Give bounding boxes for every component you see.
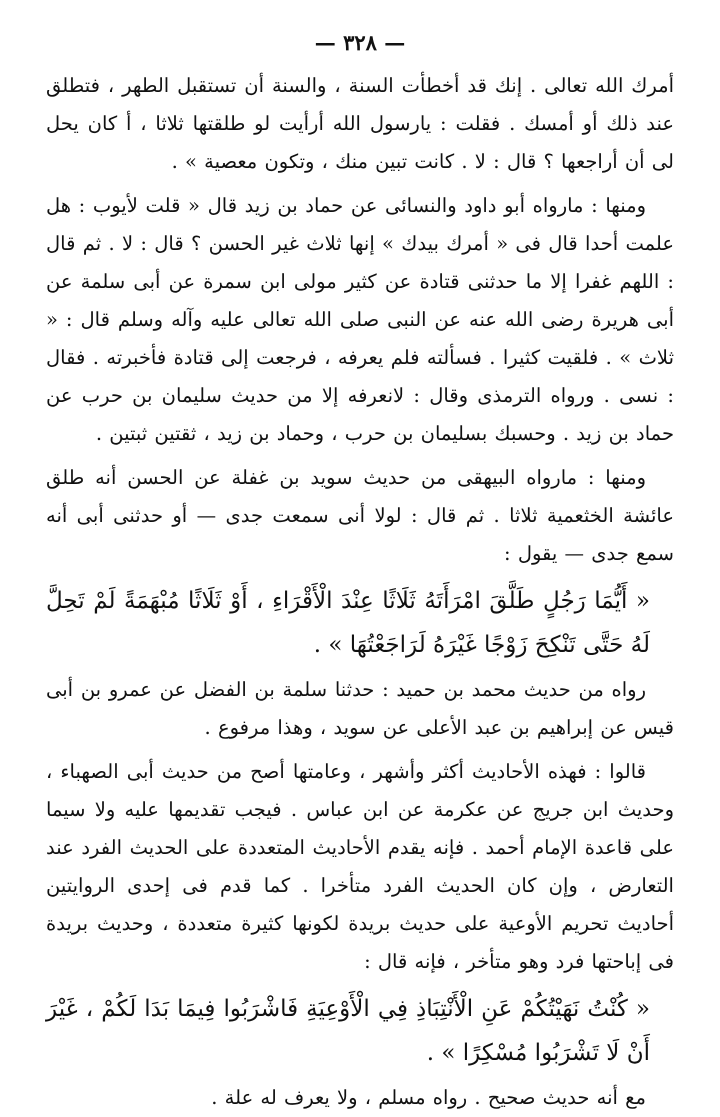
text-paragraph <box>46 753 674 981</box>
page-number: — ٣٢٨ — <box>314 30 406 55</box>
text-line: عن النبى صلى الله تعالى عليه وآله وسلم قال : « ثلاث » . فلقيت كثيرا . فسألته فلم <box>46 308 674 369</box>
text-line: « كُنْتُ نَهَيْتُكُمْ عَنِ الْأَنْتِبَاذِ فِي الْأَوْعِيَةِ فَاشْرَبُوا فِيمَا بَدَا لَكُمْ ، غَيْرَ <box>46 996 650 1022</box>
text-line: من حديث سليمان بن حرب عن حماد بن زيد . وحسبك بسليمان بن حرب ، وحماد بن <box>46 384 674 445</box>
text-line: رواه من حديث محمد بن حميد : حدثنا سلمة بن الفضل عن عمرو بن أبى قيس عن <box>46 678 674 739</box>
text-line: أحدا قال فى « أمرك بيدك » إنها ثلاث غير الحسن ؟ قال : لا . ثم قال : اللهم غفرا <box>46 232 674 293</box>
text-line: ثلاثا . ثم قال : لولا أنى سمعت جدى — أو حدثنى أبى أنه سمع جدى — يقول : <box>46 504 674 565</box>
text-line: إبراهيم بن عبد الأعلى عن سويد ، وهذا مرفوع . <box>204 716 594 739</box>
hadith-quote <box>46 987 674 1075</box>
text-paragraph <box>46 1079 674 1117</box>
text-line: أمرك الله تعالى . إنك قد أخطأت السنة ، والسنة أن تستقبل الطهر ، فتطلق عند ذلك <box>46 74 675 135</box>
text-line: إلا ما حدثنى قتادة عن كثير مولى ابن سمرة عن أبى سلمة عن أبى هريرة رضى الله عنه <box>46 270 674 331</box>
text-line: قالوا : فهذه الأحاديث أكثر وأشهر ، وعامتها أصح من حديث أبى الصهباء ، <box>46 760 646 783</box>
text-line: الحديث الفرد متأخرا . كما قدم فى إحدى الروايتين أحاديث تحريم الأوعية على حديث <box>46 874 674 935</box>
text-line: مع أنه حديث صحيح . رواه مسلم ، ولا يعرف له علة . <box>211 1086 646 1109</box>
text-line: « أَيُّمَا رَجُلٍ طَلَّقَ امْرَأَتَهُ ثَلَاثًا عِنْدَ الْأَقْرَاءِ ، أَوْ ثَلَاثًا مُبْهَمَةً لَمْ تَحِلَّ لَهُ حَتَّى <box>46 588 650 658</box>
text-line: أَنْ لَا تَشْرَبُوا مُسْكِرًا » . <box>426 1040 650 1066</box>
text-paragraph <box>46 67 674 181</box>
text-line: أو أمسك . فقلت : يارسول الله أرأيت لو طلقتها ثلاثا ، أ كان يحل لى أن أراجعها ؟ <box>46 112 674 173</box>
text-paragraph <box>46 187 674 453</box>
text-line: وحديث ابن جريج عن عكرمة عن ابن عباس . فيجب تقديمها عليه ولا سيما على قاعدة <box>46 798 674 859</box>
text-line: بريدة لكونها كثيرة متعددة ، وحديث بريدة فى إباحتها فرد وهو متأخر ، فإنه قال : <box>46 912 674 973</box>
text-line: الإمام أحمد . فإنه يقدم الأحاديث المتعددة على الحديث الفرد عند التعارض ، وإن كان <box>46 836 674 897</box>
text-line: قال : لا . كانت تبين منك ، وتكون معصية » . <box>171 150 537 173</box>
text-line: ومنها : مارواه أبو داود والنسائى عن حماد بن زيد قال « قلت لأيوب : هل علمت <box>46 194 674 255</box>
text-paragraph <box>46 459 674 573</box>
text-line: ومنها : مارواه البيهقى من حديث سويد بن غفلة عن الحسن أنه طلق عائشة الخثعمية <box>46 466 674 527</box>
text-line: تَنْكِحَ زَوْجًا غَيْرَهُ لَرَاجَعْتُهَا » . <box>313 632 576 658</box>
text-paragraph <box>46 671 674 747</box>
hadith-quote <box>46 579 674 667</box>
text-line: زيد ، ثقتين ثبتين . <box>95 422 243 445</box>
text-line: يعرفه ، فرجعت إلى قتادة فأخبرته . فقال : نسى . ورواه الترمذى وقال : لانعرفه إلا <box>46 346 674 407</box>
page-body <box>46 67 674 1117</box>
